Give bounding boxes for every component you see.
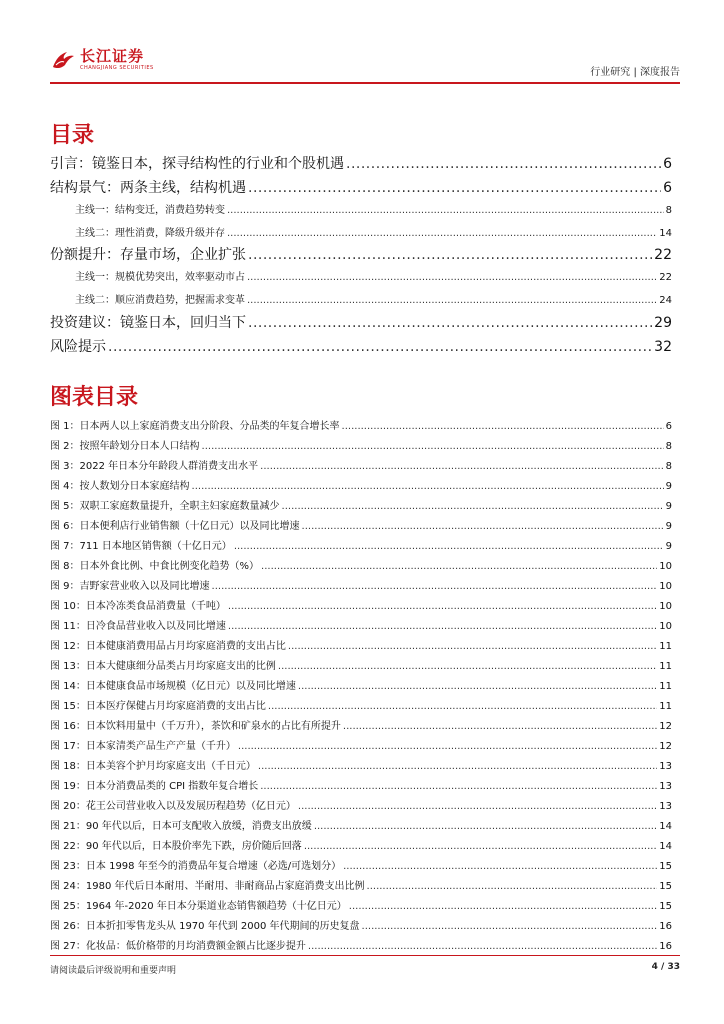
company-logo bbox=[50, 48, 154, 71]
figure-entry[interactable]: 图 26：日本折扣零售龙头从 1970 年代到 2000 年代期间的历史复盘 ..... 16 bbox=[50, 917, 672, 933]
toc-subentry[interactable]: 主线一：规模优势突出，效率驱动市占 ..... 22 bbox=[75, 268, 672, 284]
figure-entry[interactable]: 图 17：日本家清类产品生产产量（千升） ..... 12 bbox=[50, 737, 672, 753]
toc-subentry[interactable]: 主线一：结构变迁，消费趋势转变 ..... 8 bbox=[75, 201, 672, 217]
toc-entry[interactable]: 风险提示 ..... 32 bbox=[50, 336, 672, 358]
figure-entry[interactable]: 图 16：日本饮料用量中（千万升），茶饮和矿泉水的占比有所提升 ..... 12 bbox=[50, 717, 672, 733]
toc-subentry[interactable]: 主线二：顺应消费趋势，把握需求变革 ..... 24 bbox=[75, 291, 672, 307]
figure-entry[interactable]: 图 9：吉野家营业收入以及同比增速 ..... 10 bbox=[50, 577, 672, 593]
figure-entry[interactable]: 图 23：日本 1998 年至今的消费品年复合增速（必选/可选划分） ..... 15 bbox=[50, 857, 672, 873]
report-type-label: 行业研究 | 深度报告 bbox=[590, 67, 680, 78]
figure-entry[interactable]: 图 2：按照年龄划分日本人口结构 ..... 8 bbox=[50, 437, 672, 453]
figure-entry[interactable]: 图 8：日本外食比例、中食比例变化趋势（%） ..... 10 bbox=[50, 557, 672, 573]
figure-entry[interactable]: 图 25：1964 年-2020 年日本分渠道业态销售额趋势（十亿日元） ..... 15 bbox=[50, 897, 672, 913]
figure-entry[interactable]: 图 22：90 年代以后，日本股价率先下跌，房价随后回落 ..... 14 bbox=[50, 837, 672, 853]
toc-entry[interactable]: 引言：镜鉴日本，探寻结构性的行业和个股机遇 ..... 6 bbox=[50, 153, 672, 175]
figure-entry[interactable]: 图 13：日本大健康细分品类占月均家庭支出的比例 ..... 11 bbox=[50, 657, 672, 673]
toc-entry[interactable]: 份额提升：存量市场，企业扩张 ..... 22 bbox=[50, 244, 672, 266]
figure-entry[interactable]: 图 21：90 年代以后，日本可支配收入放缓，消费支出放缓 ..... 14 bbox=[50, 817, 672, 833]
header-divider bbox=[50, 82, 680, 84]
figure-entry[interactable]: 图 27：化妆品：低价格带的月均消费额金额占比逐步提升 ..... 16 bbox=[50, 937, 672, 953]
phoenix-logo-icon bbox=[50, 49, 76, 71]
figure-entry[interactable]: 图 5：双职工家庭数量提升，全职主妇家庭数量减少 ..... 9 bbox=[50, 497, 672, 513]
figure-entry[interactable]: 图 12：日本健康消费用品占月均家庭消费的支出占比 ..... 11 bbox=[50, 637, 672, 653]
figure-entry[interactable]: 图 24：1980 年代后日本耐用、半耐用、非耐商品占家庭消费支出比例 ..... 15 bbox=[50, 877, 672, 893]
figures-title: 图表目录 bbox=[50, 385, 139, 410]
figure-entry[interactable]: 图 14：日本健康食品市场规模（亿日元）以及同比增速 ..... 11 bbox=[50, 677, 672, 693]
toc-subentry[interactable]: 主线二：理性消费，降级升级并存 ..... 14 bbox=[75, 224, 672, 240]
disclaimer-note: 请阅读最后评级说明和重要声明 bbox=[50, 966, 177, 976]
footer-divider bbox=[50, 955, 680, 956]
figure-entry[interactable]: 图 4：按人数划分日本家庭结构 ..... 9 bbox=[50, 477, 672, 493]
figure-entry[interactable]: 图 6：日本便利店行业销售额（十亿日元）以及同比增速 ..... 9 bbox=[50, 517, 672, 533]
figure-entry[interactable]: 图 19：日本分消费品类的 CPI 指数年复合增长 ..... 13 bbox=[50, 777, 672, 793]
figure-entry[interactable]: 图 15：日本医疗保健占月均家庭消费的支出占比 ..... 11 bbox=[50, 697, 672, 713]
figure-entry[interactable]: 图 20：花王公司营业收入以及发展历程趋势（亿日元） ..... 13 bbox=[50, 797, 672, 813]
figure-entry[interactable]: 图 18：日本美容个护月均家庭支出（千日元） ..... 13 bbox=[50, 757, 672, 773]
toc-entry[interactable]: 投资建议：镜鉴日本，回归当下 ..... 29 bbox=[50, 312, 672, 334]
figure-entry[interactable]: 图 11：日冷食品营业收入以及同比增速 ..... 10 bbox=[50, 617, 672, 633]
page-indicator: 4 / 33 bbox=[651, 962, 680, 972]
figure-entry[interactable]: 图 10：日本冷冻类食品消费量（千吨） ..... 10 bbox=[50, 597, 672, 613]
logo-en-text: CHANGJIANG SECURITIES bbox=[80, 65, 154, 71]
toc-entry[interactable]: 结构景气：两条主线，结构机遇 ..... 6 bbox=[50, 177, 672, 199]
figure-entry[interactable]: 图 3：2022 年日本分年龄段人群消费支出水平 ..... 8 bbox=[50, 457, 672, 473]
page-header bbox=[50, 48, 680, 82]
logo-cn-text: 长江证券 bbox=[80, 47, 145, 65]
figure-entry[interactable]: 图 7：711 日本地区销售额（十亿日元） ..... 9 bbox=[50, 537, 672, 553]
toc-title: 目录 bbox=[50, 123, 95, 148]
figure-entry[interactable]: 图 1：日本两人以上家庭消费支出分阶段、分品类的年复合增长率 ..... 6 bbox=[50, 417, 672, 433]
